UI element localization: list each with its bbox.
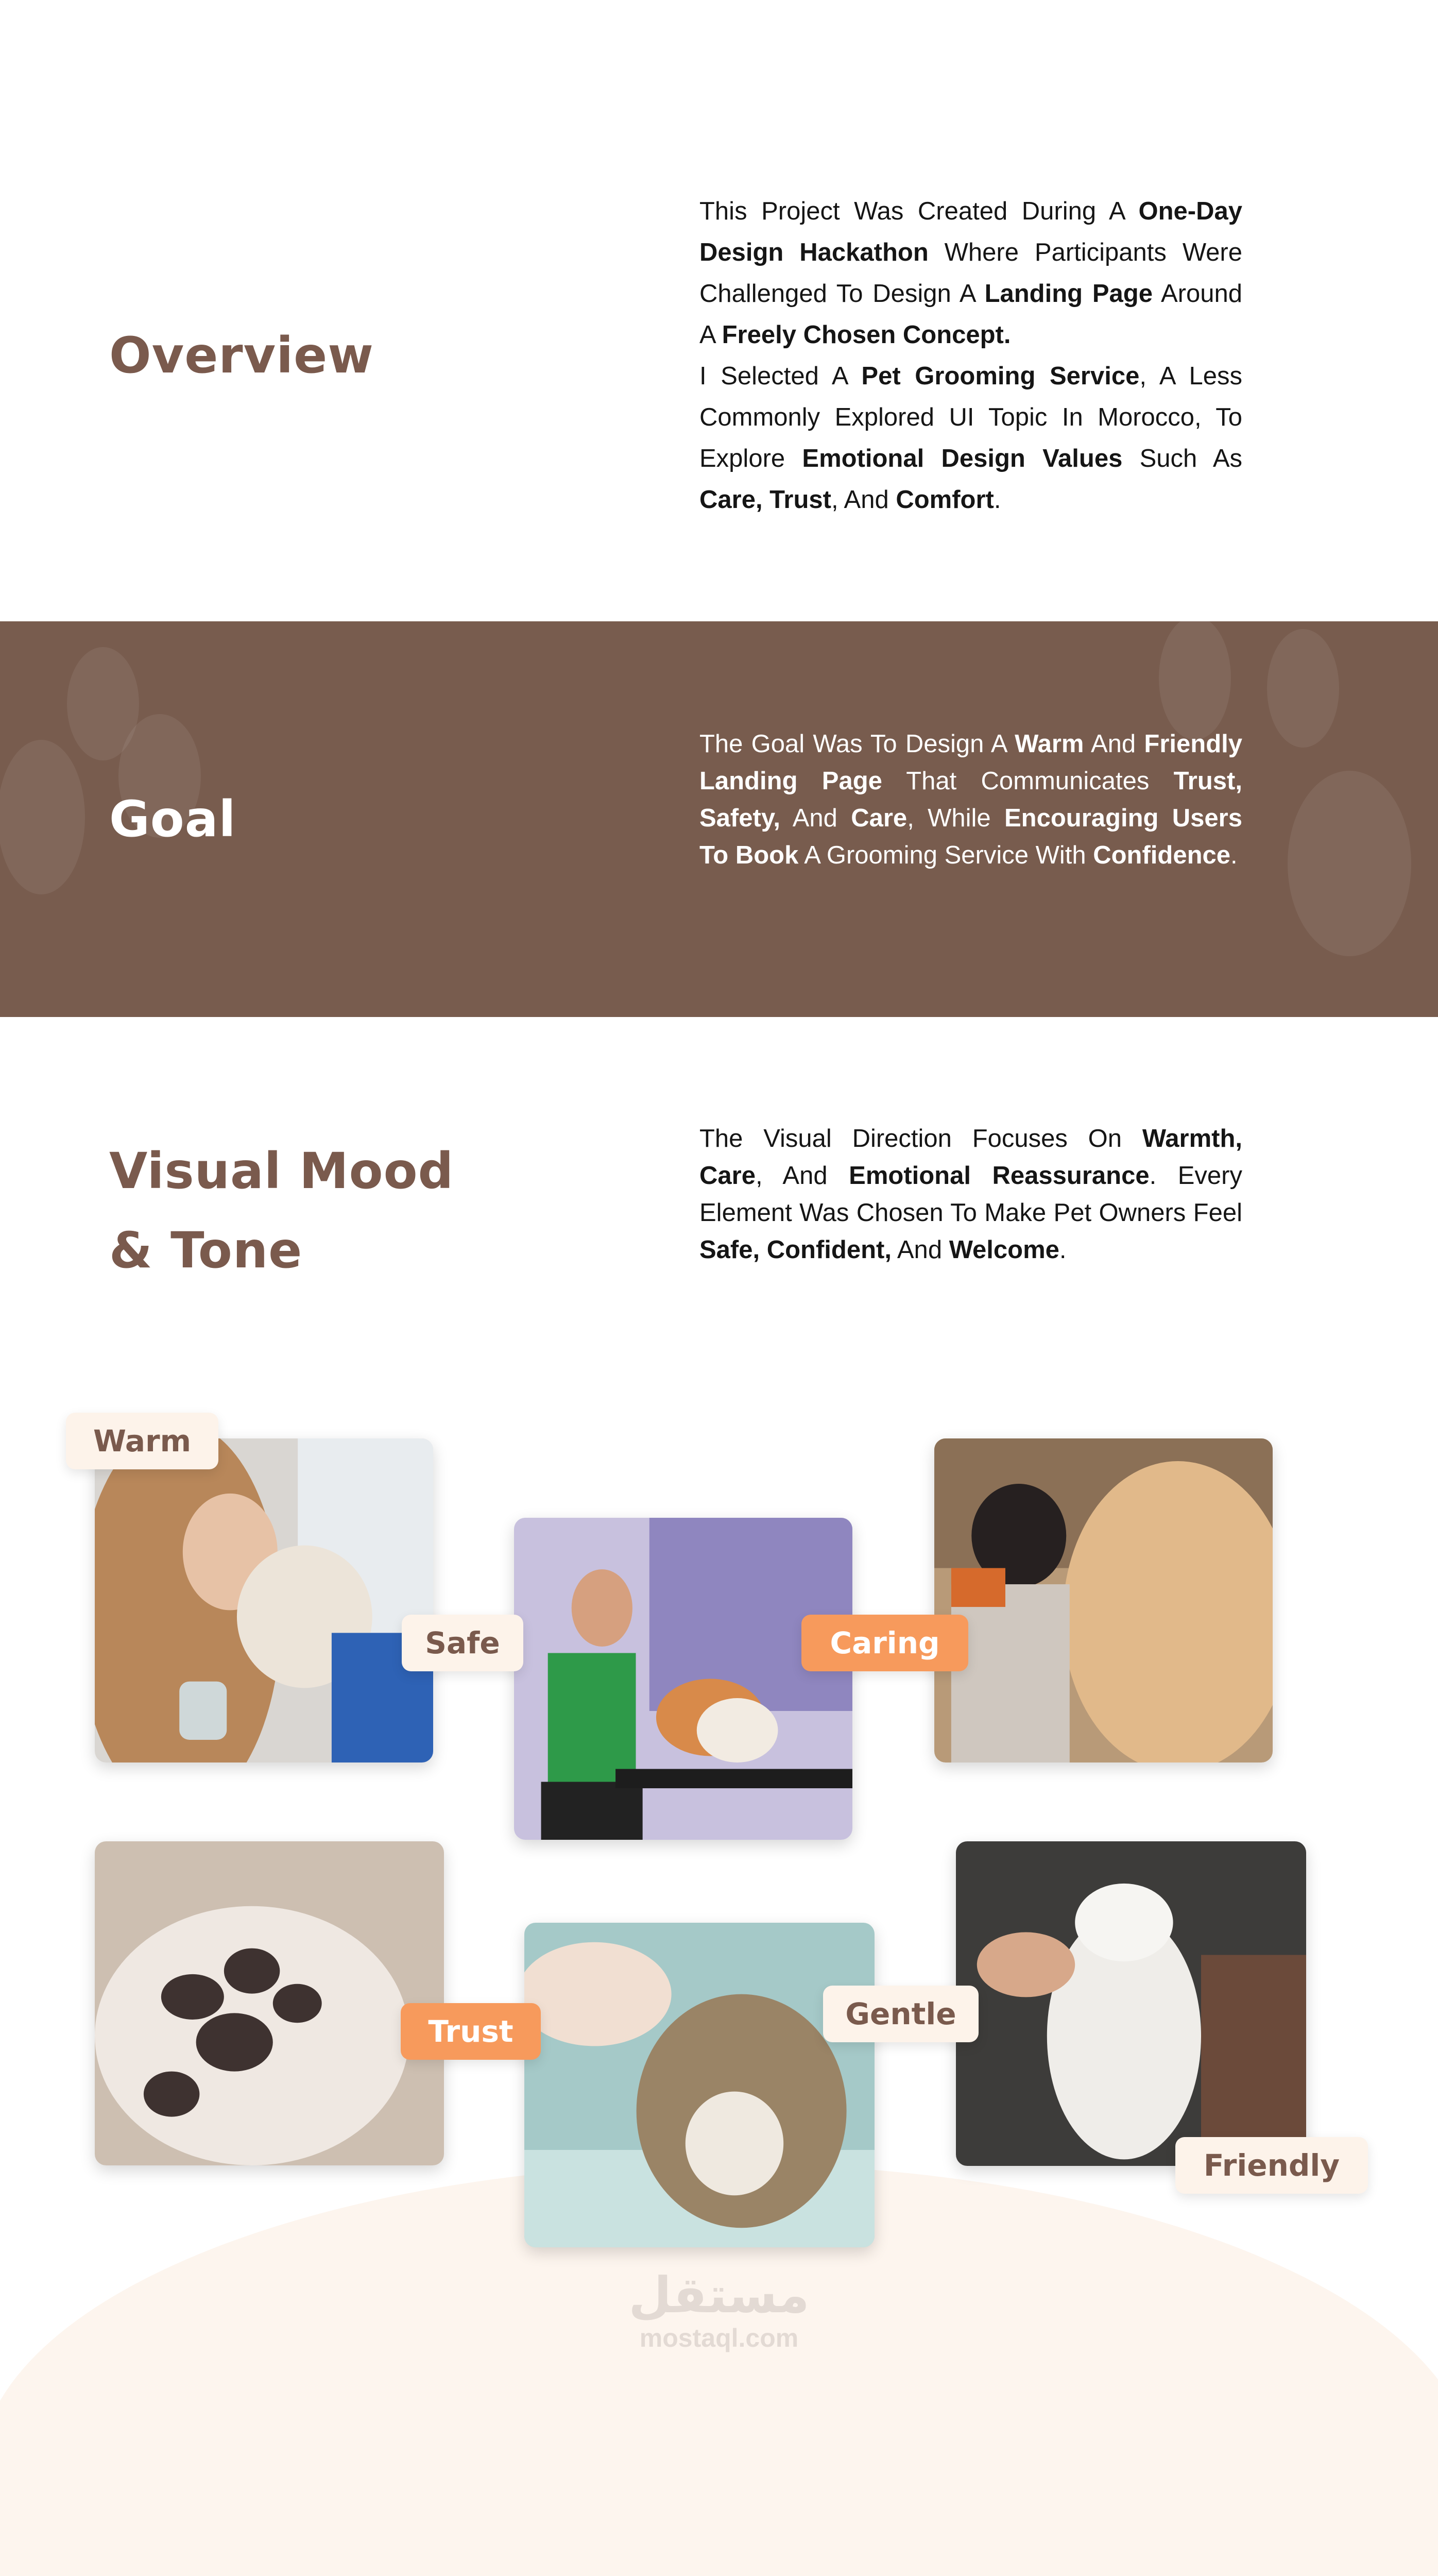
photo-groomer-drying-corgi (514, 1518, 852, 1840)
paragraph-run: This Project Was Created During A (699, 197, 1139, 225)
mood-heading (109, 1131, 454, 1290)
paragraph-run: . Every Element Was Chosen To Make Pet Owners Feel (699, 1162, 1242, 1227)
paragraph-run: Such As (1122, 445, 1242, 472)
paragraph-run: Safe, Confident, (699, 1236, 892, 1264)
tag-warm: Warm (66, 1413, 218, 1469)
paragraph-run: Around A (699, 280, 1242, 349)
paragraph-run: I Selected A (699, 362, 862, 390)
paragraph-run: Confidence (1093, 841, 1231, 869)
paragraph-run: . (1230, 841, 1238, 869)
paragraph-run: Pet Grooming Service (861, 362, 1140, 390)
paragraph-run: Warm (1015, 730, 1084, 758)
mood-heading-line1: Visual Mood (109, 1142, 454, 1200)
paragraph-run: Emotional Reassurance (849, 1162, 1150, 1190)
watermark-logo: مستقل (628, 2266, 810, 2324)
paragraph-run: , And (755, 1162, 849, 1190)
goal-heading: Goal (109, 790, 236, 848)
tag-gentle: Gentle (823, 1986, 979, 2042)
paragraph-run: Where Participants Were Challenged To Design A (699, 239, 1242, 308)
paragraph-run: Care (851, 804, 908, 832)
paragraph-run: Trust, Safety, (699, 767, 1242, 832)
photo-puppy-paws (95, 1841, 444, 2165)
watermark-url: mostaql.com (639, 2324, 799, 2352)
paragraph-run: The Visual Direction Focuses On (699, 1125, 1142, 1153)
paragraph-run: Warmth, Care (699, 1125, 1242, 1190)
paragraph-run: . (994, 486, 1001, 514)
paragraph-run: And (1084, 730, 1144, 758)
tag-trust: Trust (401, 2003, 541, 2060)
photo-woman-hugging-dog (95, 1438, 433, 1762)
paragraph-run: , And (831, 486, 896, 514)
paragraph-run: , A Less Commonly Explored UI Topic In Morocco, To Explore (699, 362, 1242, 472)
overview-heading: Overview (109, 327, 374, 384)
paragraph-run: Landing Page (984, 280, 1153, 308)
paragraph-run: That Communicates (882, 767, 1174, 795)
photo-cat-being-brushed (524, 1923, 875, 2247)
paragraph-run: Welcome (949, 1236, 1059, 1264)
paragraph-run: And (780, 804, 851, 832)
paragraph-run: . (1059, 1236, 1067, 1264)
overview-paragraph (699, 191, 1242, 520)
tag-caring: Caring (801, 1615, 968, 1671)
paragraph-run: The Goal Was To Design A (699, 730, 1015, 758)
paragraph-run: A Grooming Service With (798, 841, 1093, 869)
paragraph-run: One-Day Design Hackathon (699, 197, 1242, 266)
paragraph-run: Emotional Design Values (802, 445, 1123, 472)
paragraph-run: Comfort (896, 486, 994, 514)
photo-girl-hugging-golden-retriever (934, 1438, 1273, 1762)
photo-white-cat-petted (956, 1841, 1306, 2166)
paragraph-run: Freely Chosen Concept. (722, 321, 1011, 349)
paragraph-run: And (891, 1236, 949, 1264)
paragraph-run: Friendly Landing Page (699, 730, 1242, 795)
paragraph-run: Encouraging Users To Book (699, 804, 1242, 869)
tag-safe: Safe (402, 1615, 523, 1671)
mood-heading-line2: & Tone (109, 1222, 303, 1279)
paragraph-run: , While (907, 804, 1004, 832)
paragraph-run: Care, Trust (699, 486, 831, 514)
tag-friendly: Friendly (1175, 2137, 1368, 2194)
mood-paragraph (699, 1120, 1242, 1268)
goal-paragraph (699, 725, 1242, 874)
watermark (597, 2267, 841, 2352)
